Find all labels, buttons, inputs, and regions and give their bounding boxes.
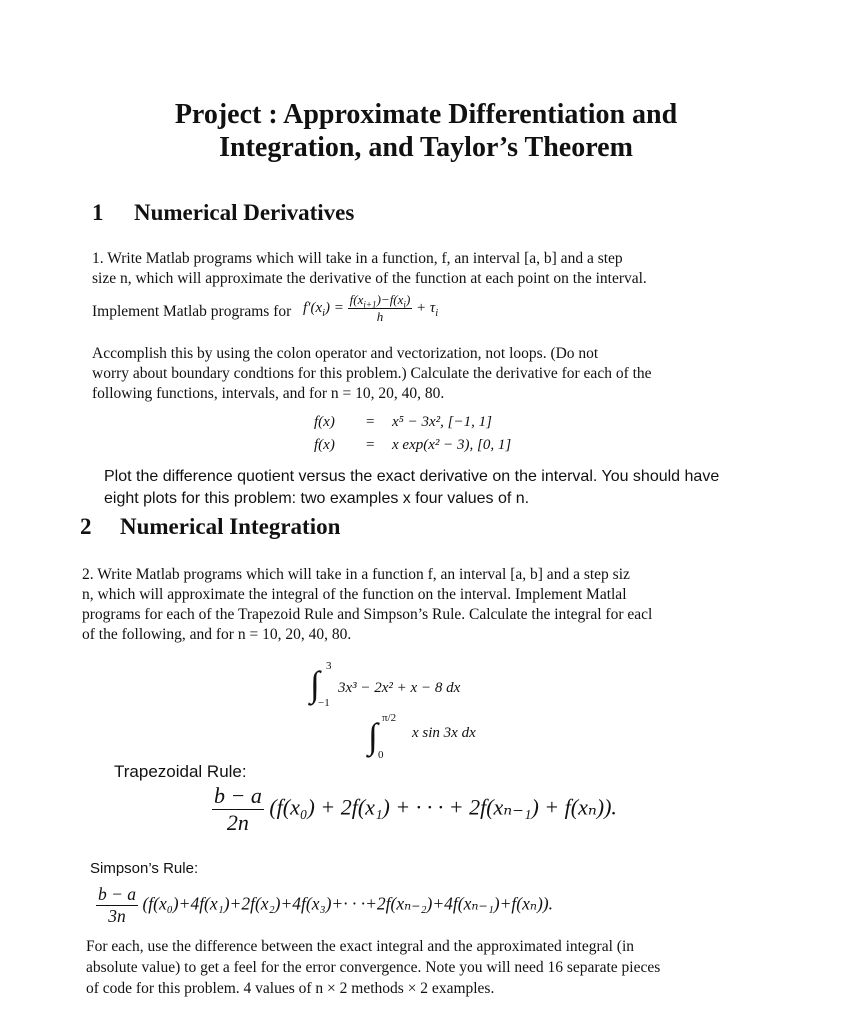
integral-sign-1: ∫ (310, 664, 320, 704)
section-2-heading: Numerical Integration (120, 514, 341, 539)
integral-2-body: x sin 3x dx (412, 725, 476, 741)
s2-p1-line2: n, which will approximate the integral of the function on the interval. Implement Matlal (82, 586, 627, 603)
formula-fraction: $\frac{f(x_{i+1})-f(x_i)}{h}$ (349, 292, 411, 324)
formula-tail: + $\tau_i$ (416, 299, 439, 319)
s1-p1-line3: Implement Matlab programs for (92, 303, 292, 320)
s2-p1-line1: 2. Write Matlab programs which will take in a function f, an interval [a, b] and a step siz (82, 566, 630, 583)
trapezoidal-fraction: $\frac{b - a}{2n}$ (214, 783, 262, 835)
section-2-number: 2 (80, 514, 92, 539)
eq2-lhs: f(x) (314, 437, 335, 453)
simpson-label: Simpson’s Rule: (90, 860, 199, 877)
s2-p1-line4: of the following, and for n = 10, 20, 40, 80. (82, 626, 352, 643)
eq2-equals: = (366, 437, 375, 453)
s1-p1-line1: 1. Write Matlab programs which will take in a function, f, an interval [a, b] and a step (92, 250, 623, 267)
difference-quotient-formula (303, 292, 438, 325)
trapezoidal-body: (f(x₀) + 2f(x₁) + · · · + 2f(xₙ₋₁) + f(xₙ)). (269, 794, 617, 820)
end-line2: absolute value) to get a feel for the error convergence. Note you will need 16 separate pieces (86, 959, 661, 976)
trapezoidal-formula (212, 783, 617, 836)
s1-p1-line2: size n, which will approximate the derivative of the function at each point on the interval. (92, 270, 647, 287)
end-line1: For each, use the difference between the exact integral and the approximated integral (in (86, 938, 635, 955)
simpson-fraction: $\frac{b - a}{3n}$ (98, 884, 137, 926)
simpson-body: (f(x₀)+4f(x₁)+2f(x₂)+4f(x₃)+· · ·+2f(xₙ₋₂)+4f(xₙ₋₁)+f(xₙ)). (142, 893, 554, 914)
plot-instruction-line1: Plot the difference quotient versus the exact derivative on the interval. You should have (104, 468, 720, 485)
integral-1-upper: 3 (326, 660, 332, 672)
title-line-1: Project : Approximate Differentiation and (174, 99, 678, 130)
s2-p1-line3: programs for each of the Trapezoid Rule and Simpson’s Rule. Calculate the integral for eacl (82, 606, 653, 623)
eq1-rhs: x⁵ − 3x², [−1, 1] (392, 414, 492, 430)
integral-2-upper: π/2 (382, 712, 397, 724)
eq1-equals: = (366, 414, 375, 430)
s1-p2-line3: following functions, intervals, and for n = 10, 20, 40, 80. (92, 385, 445, 402)
eq2-rhs: x exp(x² − 3), [0, 1] (392, 437, 512, 453)
plot-instruction-line2: eight plots for this problem: two examples x four values of n. (104, 490, 530, 507)
page-title (0, 98, 852, 164)
simpson-formula (96, 884, 553, 927)
section-1-number: 1 (92, 200, 104, 225)
formula-lhs: $f'(x_i)$ = (303, 299, 344, 319)
trapezoidal-label: Trapezoidal Rule: (114, 762, 247, 781)
integral-2-lower: 0 (378, 749, 384, 761)
eq1-lhs: f(x) (314, 414, 335, 430)
integral-sign-2: ∫ (368, 716, 378, 756)
integral-1-body: 3x³ − 2x² + x − 8 dx (338, 680, 461, 696)
end-line3: of code for this problem. 4 values of n × 2 methods × 2 examples. (86, 980, 495, 997)
integral-1-lower: −1 (318, 697, 330, 709)
title-line-2: Integration, and Taylor’s Theorem (219, 132, 633, 163)
section-1-heading: Numerical Derivatives (134, 200, 355, 225)
s1-p2-line1: Accomplish this by using the colon operator and vectorization, not loops. (Do not (92, 345, 599, 362)
s1-p2-line2: worry about boundary condtions for this problem.) Calculate the derivative for each of the (92, 365, 652, 382)
